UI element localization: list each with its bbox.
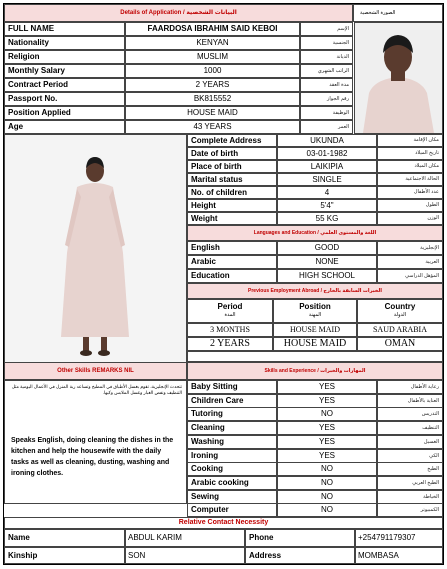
personal-label-ar: الراتب الشهري xyxy=(300,64,353,78)
contact-phone-value: +254791179307 xyxy=(355,529,443,547)
detail-label: Complete Address xyxy=(187,134,277,147)
personal-value: KENYAN xyxy=(125,36,300,50)
personal-value: BK815552 xyxy=(125,92,300,106)
skill-value: NO xyxy=(277,407,377,421)
skill-value: NO xyxy=(277,476,377,490)
language-value: GOOD xyxy=(277,241,377,255)
other-skills-english: Speaks English, doing cleaning the dishes in the kitchen and help the housewife with the daily tasks as well as cleaning, dusting, washing and ironing clothes. xyxy=(11,437,174,477)
personal-label-ar: الجنسية xyxy=(300,36,353,50)
skill-label: Cleaning xyxy=(187,421,277,435)
detail-label-ar: عدد الأطفال xyxy=(377,186,443,199)
detail-label-ar: تاريخ الميلاد xyxy=(377,147,443,160)
employment-position-header xyxy=(273,299,357,323)
personal-label-ar: مدة العقد xyxy=(300,78,353,92)
other-skills-title: Other Skills REMARKS NIL xyxy=(4,362,187,380)
contact-kinship-label: Kinship xyxy=(4,547,125,564)
other-skills-body xyxy=(4,380,187,504)
contact-phone-label: Phone xyxy=(245,529,355,547)
detail-label: No. of children xyxy=(187,186,277,199)
personal-value: HOUSE MAID xyxy=(125,106,300,120)
skill-label-ar: التنظيف xyxy=(377,421,443,435)
employment-spacer xyxy=(187,351,443,362)
contact-title: Relative Contact Necessity xyxy=(4,517,443,529)
detail-value: 03-01-1982 xyxy=(277,147,377,160)
skill-label: Tutoring xyxy=(187,407,277,421)
detail-label-ar: الطول xyxy=(377,199,443,212)
language-label-ar: العربية xyxy=(377,255,443,269)
skill-value: YES xyxy=(277,449,377,463)
personal-label: Passport No. xyxy=(4,92,125,106)
skill-label: Arabic cooking xyxy=(187,476,277,490)
skill-value: YES xyxy=(277,394,377,408)
detail-label: Weight xyxy=(187,212,277,225)
skill-label-ar: الكي xyxy=(377,449,443,463)
employment-country: OMAN xyxy=(357,337,443,351)
contact-address-label: Address xyxy=(245,547,355,564)
detail-value: LAIKIPIA xyxy=(277,160,377,173)
personal-label: Monthly Salary xyxy=(4,64,125,78)
skill-value: YES xyxy=(277,435,377,449)
personal-label: Religion xyxy=(4,50,125,64)
detail-label: Place of birth xyxy=(187,160,277,173)
employment-period-header xyxy=(187,299,273,323)
full-body-illustration xyxy=(5,135,186,380)
language-label: Education xyxy=(187,269,277,283)
detail-label-ar: الحالة الاجتماعية xyxy=(377,173,443,186)
skill-label: Children Care xyxy=(187,394,277,408)
detail-value: SINGLE xyxy=(277,173,377,186)
detail-label: Height xyxy=(187,199,277,212)
language-label-ar: المؤهل الدراسي xyxy=(377,269,443,283)
skill-label: Baby Sitting xyxy=(187,380,277,394)
personal-label-ar: العمر xyxy=(300,120,353,134)
personal-label-ar: رقم الجواز xyxy=(300,92,353,106)
contact-kinship-value: SON xyxy=(125,547,245,564)
skill-label: Sewing xyxy=(187,490,277,504)
detail-value: UKUNDA xyxy=(277,134,377,147)
employment-period: 3 MONTHS xyxy=(187,323,273,337)
personal-label-ar: الديانة xyxy=(300,50,353,64)
skill-label-ar: العناية بالأطفال xyxy=(377,394,443,408)
skills-title: Skills and Experience / المهارات والخبرات xyxy=(187,362,443,380)
language-value: HIGH SCHOOL xyxy=(277,269,377,283)
contact-address-value: MOMBASA xyxy=(355,547,443,564)
language-label: Arabic xyxy=(187,255,277,269)
personal-value: 2 YEARS xyxy=(125,78,300,92)
skill-label-ar: الطبخ xyxy=(377,462,443,476)
personal-value: 43 YEARS xyxy=(125,120,300,134)
personal-label: Position Applied xyxy=(4,106,125,120)
contact-name-value: ABDUL KARIM xyxy=(125,529,245,547)
skill-value: YES xyxy=(277,421,377,435)
skill-label-ar: الخياطة xyxy=(377,490,443,504)
skill-label-ar: التدريس xyxy=(377,407,443,421)
skill-label: Cooking xyxy=(187,462,277,476)
personal-value: FAARDOSA IBRAHIM SAID KEBOI xyxy=(125,22,300,36)
other-skills-arabic: تتحدث الإنجليزية، تقوم بغسل الأطباق في المطبخ وتساعد ربة المنزل في الأعمال اليومية مثل التنظيف ونفض الغبار وغسل الملابس وكيها. xyxy=(11,384,182,395)
personal-label: FULL NAME xyxy=(4,22,125,36)
position-header-ar: المهنة xyxy=(308,312,322,318)
language-label: English xyxy=(187,241,277,255)
detail-label-ar: مكان الميلاد xyxy=(377,160,443,173)
detail-value: 4 xyxy=(277,186,377,199)
employment-country-header xyxy=(357,299,443,323)
country-header: Country xyxy=(384,302,416,311)
employment-title: Previous Employment Abroad / الخبرات السابقة بالخارج xyxy=(187,283,443,299)
personal-label: Nationality xyxy=(4,36,125,50)
personal-label-ar: الإسم xyxy=(300,22,353,36)
employment-position: HOUSE MAID xyxy=(273,323,357,337)
employment-period: 2 YEARS xyxy=(187,337,273,351)
skill-value: YES xyxy=(277,380,377,394)
skill-label-ar: الغسيل xyxy=(377,435,443,449)
photo-label: الصورة الشخصية xyxy=(353,4,443,22)
personal-value: 1000 xyxy=(125,64,300,78)
personal-value: MUSLIM xyxy=(125,50,300,64)
position-header: Position xyxy=(299,302,331,311)
details-title: Details of Application / البيانات الشخصية xyxy=(4,4,353,22)
skill-label: Ironing xyxy=(187,449,277,463)
employment-country: SAUD ARABIA xyxy=(357,323,443,337)
detail-value: 55 KG xyxy=(277,212,377,225)
skill-value: NO xyxy=(277,503,377,517)
period-header-ar: المدة xyxy=(224,312,236,318)
skill-label-ar: رعاية الأطفال xyxy=(377,380,443,394)
language-value: NONE xyxy=(277,255,377,269)
detail-label-ar: الوزن xyxy=(377,212,443,225)
detail-label: Date of birth xyxy=(187,147,277,160)
portrait-photo xyxy=(354,22,443,134)
detail-label: Marital status xyxy=(187,173,277,186)
skill-label: Computer xyxy=(187,503,277,517)
personal-label: Age xyxy=(4,120,125,134)
detail-label-ar: مكان الإقامة xyxy=(377,134,443,147)
full-body-photo xyxy=(4,134,187,381)
personal-label: Contract Period xyxy=(4,78,125,92)
skill-value: NO xyxy=(277,490,377,504)
country-header-ar: الدولة xyxy=(393,312,407,318)
skill-label-ar: الطبخ العربي xyxy=(377,476,443,490)
portrait-illustration xyxy=(355,23,442,133)
period-header: Period xyxy=(217,302,243,311)
personal-label-ar: الوظيفة xyxy=(300,106,353,120)
skill-label: Washing xyxy=(187,435,277,449)
contact-name-label: Name xyxy=(4,529,125,547)
detail-value: 5'4" xyxy=(277,199,377,212)
language-label-ar: الإنجليزية xyxy=(377,241,443,255)
skill-label-ar: الكمبيوتر xyxy=(377,503,443,517)
employment-position: HOUSE MAID xyxy=(273,337,357,351)
skill-value: NO xyxy=(277,462,377,476)
languages-title: Languages and Education / اللغة والمستوى العلمي xyxy=(187,225,443,241)
